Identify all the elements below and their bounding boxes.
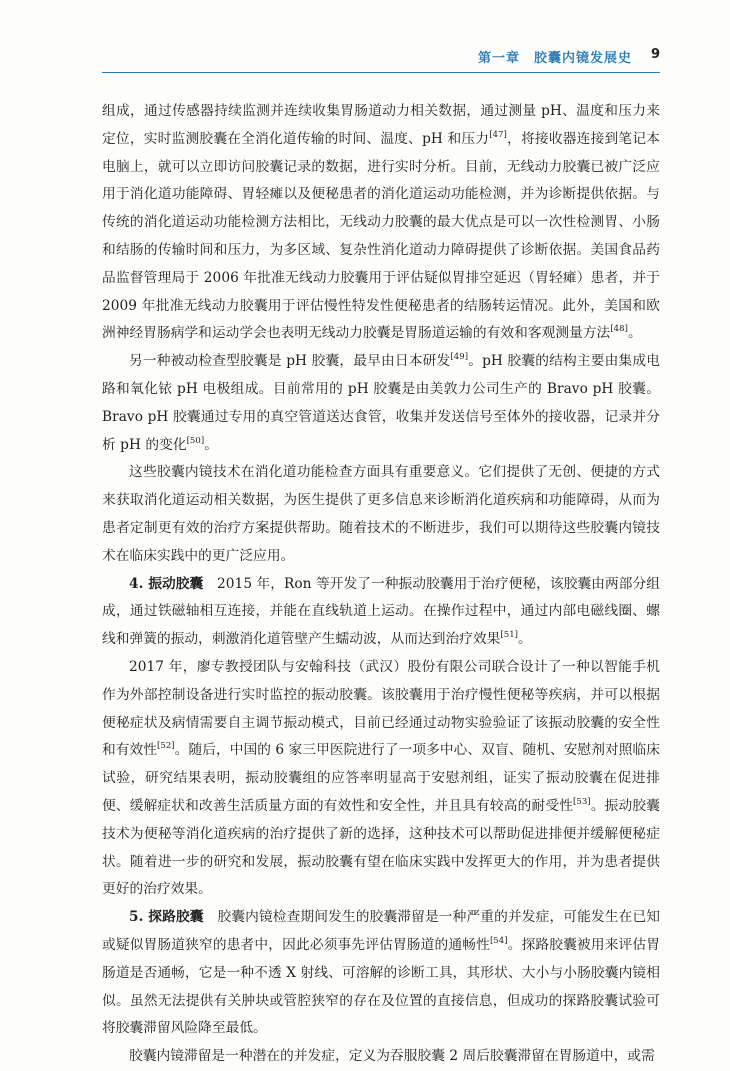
section-heading: 5. 探路胶囊 <box>129 909 204 926</box>
citation: [47] <box>489 129 507 140</box>
running-header <box>0 0 730 72</box>
citation: [51] <box>500 630 519 641</box>
paragraph-wireless-motility-capsule: 组成，通过传感器持续监测并连续收集胃肠道动力相关数据，通过测量 pH、温度和压力来定位，实时监测胶囊在全消化道传输的时间、温度、pH 和压力[47]，将接收器连接到笔记本电脑上，就可以立即访问胶囊记录的数据，进行实时分析。目前，无线动力胶囊已被广泛应用于消化道功能障碍、胃轻瘫以及便秘患者的消化道运动功能检测，并为诊断提供依据。与传统的消化道运动功能检测方法相比，无线动力胶囊的最大优点是可以一次性检测胃、小肠和结肠的传输时间和压力，为多区域、复杂性消化道动力障碍提供了诊断依据。美国食品药品监督管理局于 2006 年批准无线动力胶囊用于评估疑似胃排空延迟（胃轻瘫）患者，并于 2009 年批准无线动力胶囊用于评估慢性特发性便秘患者的结肠转运情况。此外，美国和欧洲神经胃肠病学和运动学会也表明无线动力胶囊是胃肠道运输的有效和客观测量方法[48]。 <box>102 103 660 342</box>
body-text <box>102 98 660 1071</box>
paragraph-capsule-retention: 胶囊内镜滞留是一种潜在的并发症，定义为吞服胶囊 2 周后胶囊滞留在胃肠道中，或需 <box>129 1048 655 1065</box>
paragraph-vibrating-capsule-trial: 2017 年，廖专教授团队与安翰科技（武汉）股份有限公司联合设计了一种以智能手机作为外部控制设备进行实时监控的振动胶囊。该胶囊用于治疗慢性便秘等疾病，并可以根据便秘症状及病情需要自主调节振动模式，目前已经通过动物实验验证了该振动胶囊的安全性和有效性[52]。随后，中国的 6 家三甲医院进行了一项多中心、双盲、随机、安慰剂对照临床试验，研究结果表明，振动胶囊组的应答率明显高于安慰剂组，证实了振动胶囊在促进排便、缓解症状和改善生活质量方面的有效性和安全性，并且具有较高的耐受性[53]。振动胶囊技术为便秘等消化道疾病的治疗提供了新的选择，这种技术可以帮助促进排便并缓解便秘症状。随着进一步的研究和发展，振动胶囊有望在临床实践中发挥更大的作用，并为患者提供更好的治疗效果。 <box>102 658 661 898</box>
citation: [52] <box>157 741 175 752</box>
citation: [48] <box>610 324 628 335</box>
section-heading: 4. 振动胶囊 <box>129 575 204 592</box>
header-rule <box>102 72 660 73</box>
paragraph-vibrating-capsule: 4. 振动胶囊 2015 年，Ron 等开发了一种振动胶囊用于治疗便秘，该胶囊由两部分组成，通过铁磁轴相互连接，并能在直线轨道上运动。在操作过程中，通过内部电磁线圈、螺线和弹簧的振动，刺激消化道管壁产生蠕动波，从而达到治疗效果[51]。 <box>102 575 661 648</box>
chapter-title: 第一章 胶囊内镜发展史 <box>477 51 632 66</box>
paragraph-summary: 这些胶囊内镜技术在消化道功能检查方面具有重要意义。它们提供了无创、便捷的方式来获取消化道运动相关数据，为医生提供了更多信息来诊断消化道疾病和功能障碍，从而为患者定制更有效的治疗方案提供帮助。随着技术的不断进步，我们可以期待这些胶囊内镜技术在临床实践中的更广泛应用。 <box>102 464 660 564</box>
citation: [53] <box>573 796 591 807</box>
citation: [49] <box>450 352 469 363</box>
paragraph-patency-capsule: 5. 探路胶囊 胶囊内镜检查期间发生的胶囊滞留是一种严重的并发症，可能发生在已知或疑似胃肠道狭窄的患者中，因此必须事先评估胃肠道的通畅性[54]。探路胶囊被用来评估胃肠道是否通畅，它是一种不透 X 射线、可溶解的诊断工具，其形状、大小与小肠胶囊内镜相似。虽然无法提供有关肿块或管腔狭窄的存在及位置的直接信息，但成功的探路胶囊试验可将胶囊滞留风险降至最低。 <box>102 909 661 1037</box>
citation: [50] <box>186 435 205 446</box>
paragraph-ph-capsule: 另一种被动检查型胶囊是 pH 胶囊，最早由日本研发[49]。pH 胶囊的结构主要由集成电路和氧化铱 pH 电极组成。目前常用的 pH 胶囊是由美敦力公司生产的 Bravo pH 胶囊。Bravo pH 胶囊通过专用的真空管道送达食管，收集并发送信号至体外的接收器，记录并分析 pH 的变化[50]。 <box>102 352 660 453</box>
citation: [54] <box>489 935 508 946</box>
page-number: 9 <box>650 47 660 62</box>
